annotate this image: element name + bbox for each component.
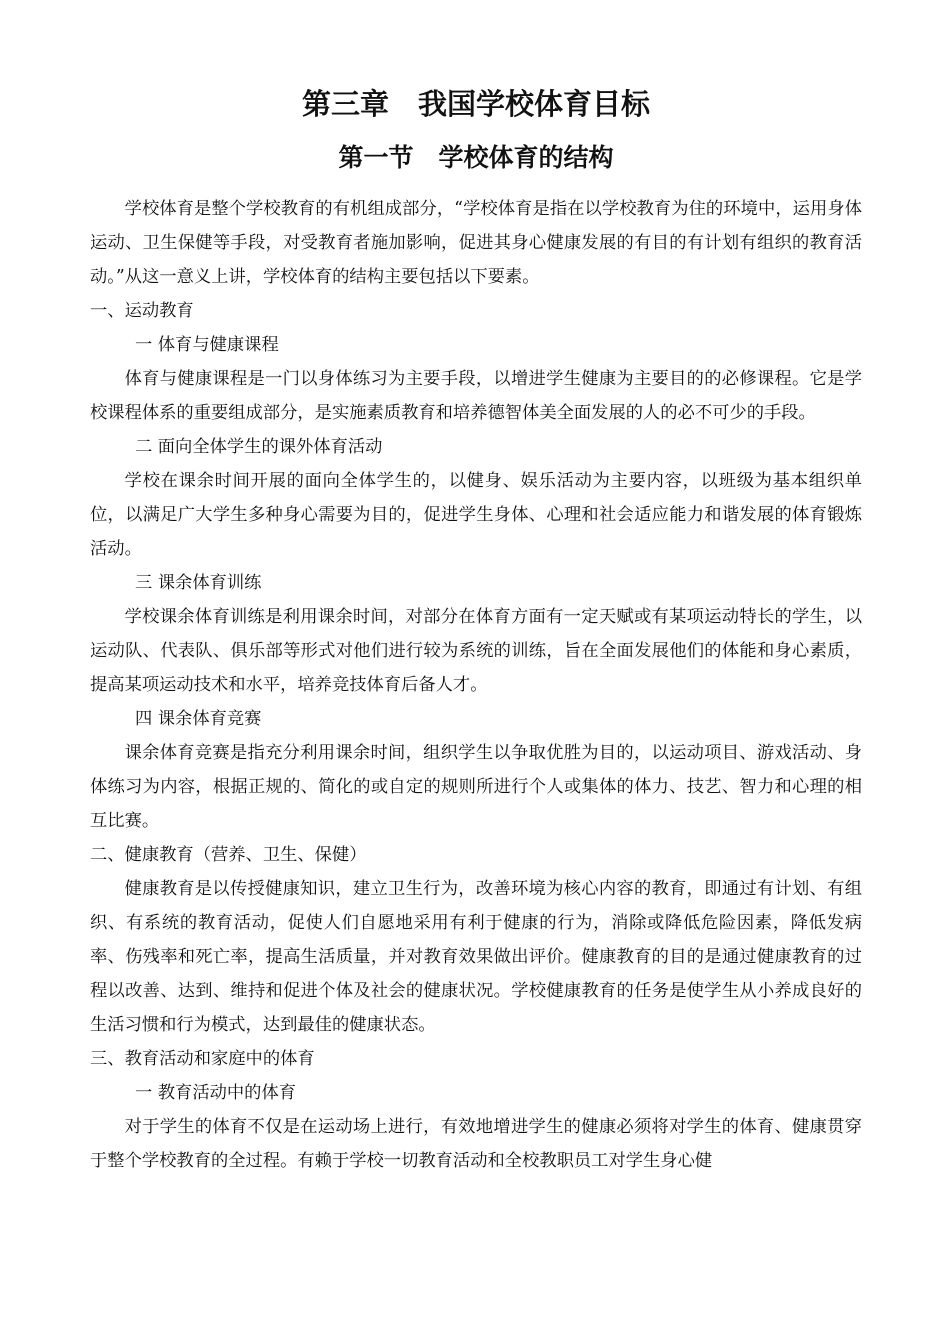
part1-sub4-paragraph: 课余体育竞赛是指充分利用课余时间，组织学生以争取优胜为目的，以运动项目、游戏活动、身体练习为内容，根据正规的、简化的或自定的规则所进行个人或集体的体力、技艺、智力和心理的相互比赛。 xyxy=(90,743,862,831)
part3-sub1-heading: 一 教育活动中的体育 xyxy=(135,1083,297,1103)
part3-heading: 三、教育活动和家庭中的体育 xyxy=(90,1049,315,1069)
part1-sub2-paragraph: 学校在课余时间开展的面向全体学生的，以健身、娱乐活动为主要内容，以班级为基本组织单位，以满足广大学生多种身心需要为目的，促进学生身体、心理和社会适应能力和谐发展的体育锻炼活动。 xyxy=(90,471,862,559)
part1-sub1-paragraph: 体育与健康课程是一门以身体练习为主要手段，以增进学生健康为主要目的的必修课程。它是学校课程体系的重要组成部分，是实施素质教育和培养德智体美全面发展的人的必不可少的手段。 xyxy=(90,369,862,423)
part1-sub3-paragraph: 学校课余体育训练是利用课余时间，对部分在体育方面有一定天赋或有某项运动特长的学生，以运动队、代表队、俱乐部等形式对他们进行较为系统的训练，旨在全面发展他们的体能和身心素质，提高某项运动技术和水平，培养竞技体育后备人才。 xyxy=(90,607,862,695)
part2-paragraph: 健康教育是以传授健康知识，建立卫生行为，改善环境为核心内容的教育，即通过有计划、有组织、有系统的教育活动，促使人们自愿地采用有利于健康的行为，消除或降低危险因素，降低发病率、伤残率和死亡率，提高生活质量，并对教育效果做出评价。健康教育的目的是通过健康教育的过程以改善、达到、维持和促进个体及社会的健康状况。学校健康教育的任务是使学生从小养成良好的生活习惯和行为模式，达到最佳的健康状态。 xyxy=(90,879,862,1035)
part1-sub1-heading: 一 体育与健康课程 xyxy=(135,335,279,355)
part1-sub3-heading: 三 课余体育训练 xyxy=(135,573,262,593)
part3-sub1-paragraph: 对于学生的体育不仅是在运动场上进行，有效地增进学生的健康必须将对学生的体育、健康贯穿于整个学校教育的全过程。有赖于学校一切教育活动和全校教职员工对学生身心健 xyxy=(90,1117,862,1171)
section-title: 第一节 学校体育的结构 xyxy=(338,143,614,172)
part1-heading: 一、运动教育 xyxy=(90,301,194,321)
chapter-title: 第三章 我国学校体育目标 xyxy=(301,87,650,121)
part1-sub2-heading: 二 面向全体学生的课外体育活动 xyxy=(135,437,383,457)
part2-heading: 二、健康教育（营养、卫生、保健） xyxy=(90,845,367,865)
intro-paragraph: 学校体育是整个学校教育的有机组成部分，“学校体育是指在以学校教育为住的环境中，运用身体运动、卫生保健等手段，对受教育者施加影响，促进其身心健康发展的有目的有计划有组织的教育活动。”从这一意义上讲，学校体育的结构主要包括以下要素。 xyxy=(90,199,862,287)
part1-sub4-heading: 四 课余体育竞赛 xyxy=(135,709,262,729)
